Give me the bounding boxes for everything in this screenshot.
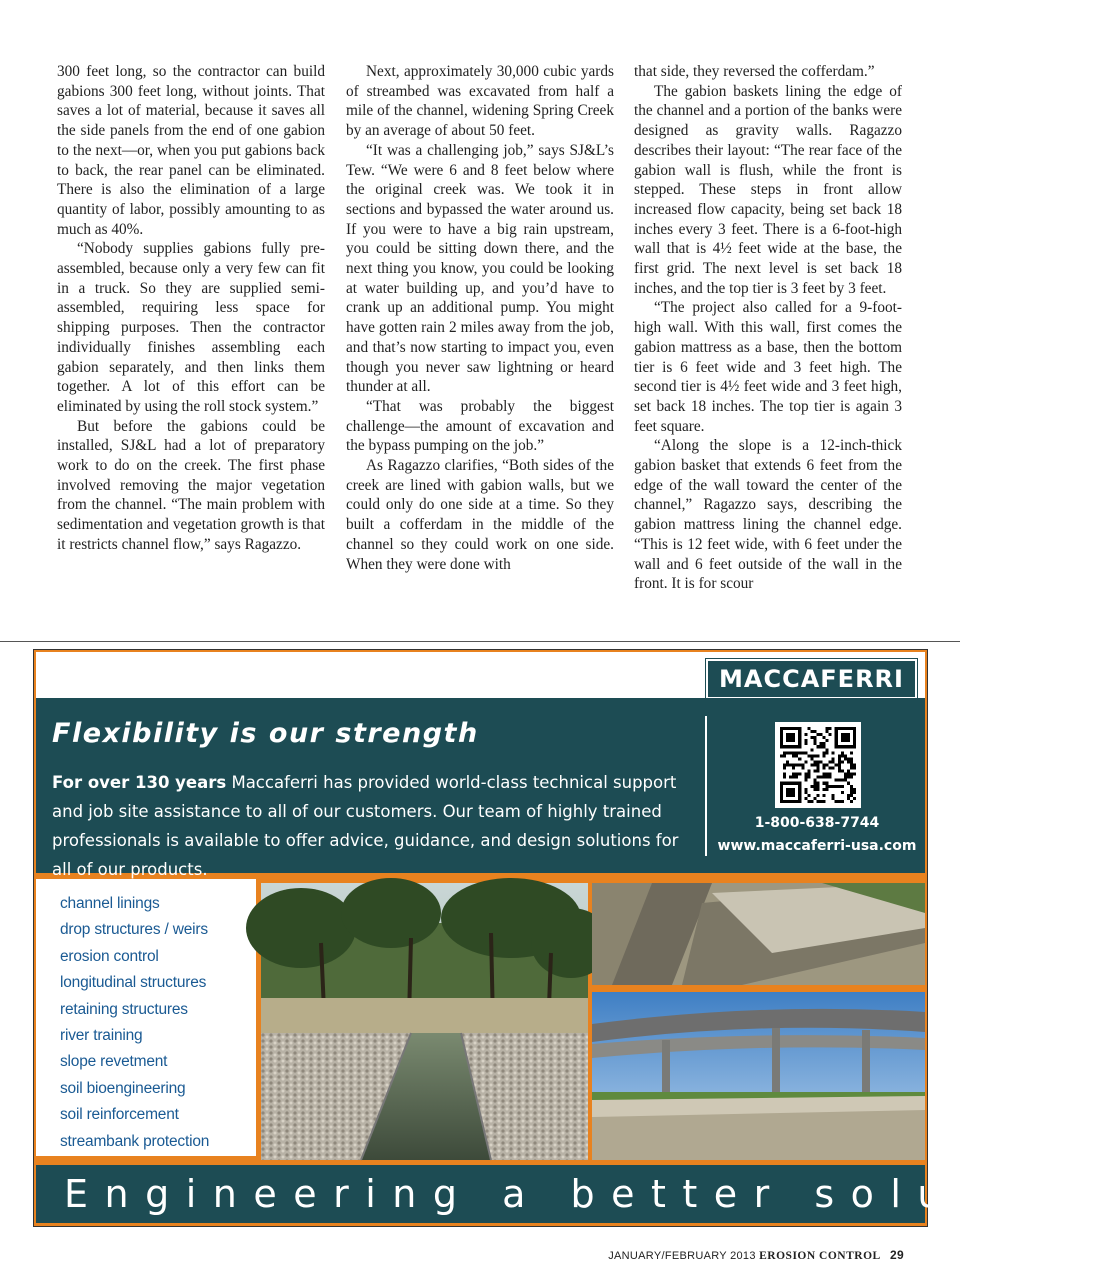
article-column-3 xyxy=(634,62,902,594)
article-paragraph: “That was probably the biggest challenge—the amount of excavation and the bypass pumping on the job.” xyxy=(346,397,614,455)
maccaferri-advertisement xyxy=(33,649,1097,1227)
service-list-item: streambank protection xyxy=(60,1132,210,1150)
article-paragraph: 300 feet long, so the contractor can build gabions 300 feet long, without joints. That saves a lot of material, because it saves all the side panels from the end of one gabion to the next—or, when you put gabions back to back, the rear panel can be eliminated. There is also the elimination of a large quantity of labor, possibly amounting to as much as 40%. xyxy=(57,63,325,238)
article-column-2 xyxy=(346,62,614,574)
spillway-photo xyxy=(592,883,925,985)
divider-rule xyxy=(0,641,960,642)
service-list-item: channel linings xyxy=(60,895,160,912)
ad-website-link[interactable]: www.maccaferri-usa.com xyxy=(717,838,917,854)
ad-header-strip xyxy=(36,652,925,698)
service-list-item: drop structures / weirs xyxy=(60,921,208,939)
article-paragraph: But before the gabions could be installed, SJ&L had a lot of preparatory work to do on the creek. The first phase involved removing the major vegetation from the channel. “The main problem with sedimentation and vegetation growth is that it restricts channel flow,” says Ragazzo. xyxy=(57,417,325,553)
service-list-item: soil bioengineering xyxy=(60,1079,186,1097)
ad-message-band xyxy=(36,698,925,879)
article-paragraph: “The project also called for a 9-foot-high wall. With this wall, first comes the gabion mattress as a base, then the bottom tier is 6 feet wide and 3 feet high. The second tier is 4½ feet wide and 3 feet high, set back 18 inches. The top tier is again 3 feet square. xyxy=(634,299,902,435)
article-paragraph: that side, they reversed the cofferdam.” xyxy=(634,63,875,80)
footer-page-number: 29 xyxy=(890,1248,904,1262)
qr-code-icon[interactable] xyxy=(775,722,861,808)
service-list-item: longitudinal structures xyxy=(60,974,207,992)
footer-magazine-name: EROSION CONTROL xyxy=(759,1250,881,1262)
ad-vertical-divider xyxy=(705,716,707,856)
ad-headline: Flexibility is our strength xyxy=(52,718,479,749)
maccaferri-logo: MACCAFERRI xyxy=(706,659,917,699)
services-list xyxy=(36,879,256,1155)
highway-bridge-photo xyxy=(592,992,925,1160)
footer-issue-date: JANUARY/FEBRUARY 2013 xyxy=(608,1250,756,1262)
article-paragraph: As Ragazzo clarifies, “Both sides of the creek are lined with gabion walls, but we could only do one side at a time. So they built a cofferdam in the middle of the channel so they could work on one side. When they were done with xyxy=(346,457,614,573)
article-column-1 xyxy=(57,62,325,555)
service-list-item: retaining structures xyxy=(60,1000,188,1018)
ad-body-rest: Maccaferri has provided world-class technical support and job site assistance to all of our customers. Our team of highly trained professionals is available to offer advice, guidance, and design solutions for all of our products. xyxy=(52,773,679,879)
article-paragraph: The gabion baskets lining the edge of the channel and a portion of the banks were designed as gravity walls. Ragazzo describes their layout: “The rear face of the gabion wall is flush, while the front is stepped. These steps in front allow increased flow capacity, being set back 18 inches every 3 feet. There is a 6-foot-high wall that is 4½ feet wide at the base, the first grid. The next level is set back 18 inches, and the top tier is 3 feet by 3 feet. xyxy=(634,82,902,297)
article-paragraph: “Nobody supplies gabions fully pre-assembled, because only a very few can fit in a truck. So they are supplied semi-assembled, requiring less space for shipping purposes. Then the contractor individually finishes assembling each gabion separately, and then links them together. A lot of this effort can be eliminated by using the roll stock system.” xyxy=(57,240,325,415)
service-list-item: river training xyxy=(60,1027,143,1045)
ad-body-copy xyxy=(52,768,702,884)
service-list-item: slope revetment xyxy=(60,1053,168,1071)
page-footer xyxy=(608,1248,904,1262)
ad-phone-number[interactable]: 1-800-638-7744 xyxy=(754,815,880,831)
article-paragraph: Next, approximately 30,000 cubic yards of streambed was excavated from half a mile of the channel, widening Spring Creek by an average of about 50 feet. xyxy=(346,63,614,140)
article-paragraph: “Along the slope is a 12-inch-thick gabion basket that extends 6 feet from the edge of the wall toward the center of the channel,” Ragazzo says, describing the gabion mattress lining the channel edge. “This is 12 feet wide, with 6 feet under the wall and 6 feet outside of the wall in the front. It is for scour xyxy=(634,437,902,593)
ad-body-lead: For over 130 years xyxy=(52,773,227,792)
service-list-item: erosion control xyxy=(60,947,159,965)
services-list-box xyxy=(36,879,256,1156)
service-list-item: soil reinforcement xyxy=(60,1106,179,1124)
article-paragraph: “It was a challenging job,” says SJ&L’s Tew. “We were 6 and 8 feet below where the original creek was. We took it in sections and bypassed the water around us. If you were to have a big rain upstream, you could be sitting down there, and the next thing you know, you could be looking at water building up, and you’d have to crank up an additional pump. You might have gotten rain 2 miles away from the job, and that’s now starting to impact you, even though you never saw lightning or heard thunder at all. xyxy=(346,141,614,396)
gabion-channel-photo xyxy=(261,883,588,1160)
ad-tagline: Engineering a better solution xyxy=(36,1165,925,1223)
